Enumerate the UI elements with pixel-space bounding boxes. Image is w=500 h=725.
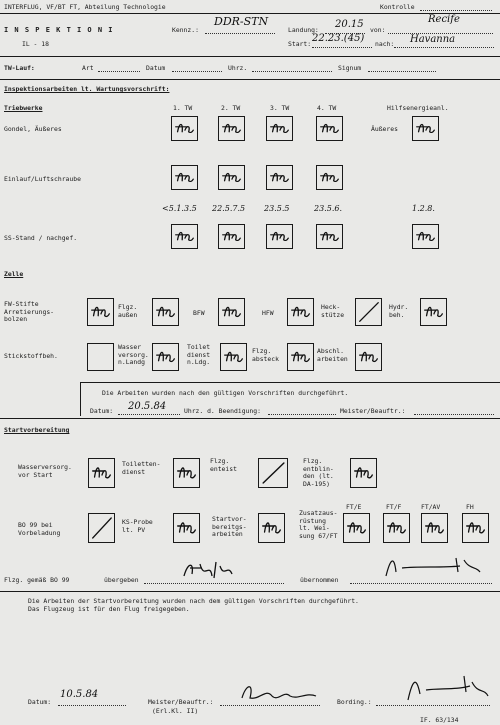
col-hilfs: Hilfsenergieanl. bbox=[387, 104, 449, 112]
uebernommen-line bbox=[350, 583, 492, 584]
ft-av-label: FT/AV bbox=[421, 503, 441, 511]
section1-uhrz-line bbox=[268, 414, 336, 415]
check-bo99[interactable] bbox=[88, 513, 115, 543]
aeusseres-label: Äußeres bbox=[371, 125, 398, 133]
ss-tw4-mark bbox=[317, 225, 342, 248]
check-ss-tw4[interactable] bbox=[316, 224, 343, 249]
header-bottom-rule bbox=[0, 56, 500, 57]
kennz-value: DDR-STN bbox=[214, 15, 269, 28]
zusatz-label: Zusatzaus- rüstung lt. Wei- sung 67/FT bbox=[299, 509, 338, 540]
flzg-entblinden-label: Flzg. entblin- den (lt. DA-195) bbox=[303, 457, 334, 488]
ss-value-tw4: 23.5.6. bbox=[314, 204, 342, 213]
einlauf-tw4-mark bbox=[317, 166, 342, 189]
check-einlauf-tw4[interactable] bbox=[316, 165, 343, 190]
toilet-dienst-label: Toilet dienst n.Ldg. bbox=[187, 343, 211, 366]
ft-f-label: FT/F bbox=[386, 503, 402, 511]
fh-mark bbox=[463, 514, 488, 542]
flzg-bo99-label: Flzg. gemäß BO 99 bbox=[4, 576, 70, 584]
check-flgz-aussen[interactable] bbox=[152, 298, 179, 326]
tw-lauf-uhrz: Uhrz. bbox=[228, 64, 248, 72]
header-top-rule bbox=[0, 13, 500, 14]
tw-lauf-label: TW-Lauf: bbox=[4, 64, 35, 72]
row-einlauf: Einlauf/Luftschraube bbox=[4, 175, 81, 183]
hydr-mark bbox=[421, 299, 446, 325]
section2-heading: Startvorbereitung bbox=[4, 426, 70, 434]
check-toiletten[interactable] bbox=[173, 458, 200, 488]
check-gondel-tw1[interactable] bbox=[171, 116, 198, 141]
col-tw3: 3. TW bbox=[270, 104, 290, 112]
check-toilet-dienst[interactable] bbox=[220, 343, 247, 371]
check-wasser-landg[interactable] bbox=[152, 343, 179, 371]
nach-label: nach: bbox=[375, 40, 395, 48]
tw-lauf-datum-line bbox=[172, 71, 222, 72]
einlauf-tw3-mark bbox=[267, 166, 292, 189]
ss-value-tw3: 23.5.5 bbox=[264, 204, 290, 213]
flzg-absteck-mark bbox=[288, 344, 313, 370]
section1-note: Die Arbeiten wurden nach den gültigen Vorschriften durchgeführt. bbox=[102, 389, 349, 397]
ss-tw3-mark bbox=[267, 225, 292, 248]
section1-note-left-rule bbox=[80, 382, 81, 416]
kontrolle-label: Kontrolle bbox=[380, 3, 415, 11]
abschl-arbeiten-label: Abschl. arbeiten bbox=[317, 347, 348, 363]
fw-stifte-label: FW-Stifte Arretierungs- bolzen bbox=[4, 300, 55, 323]
flzg-entblinden-mark bbox=[351, 459, 376, 487]
signature-bording bbox=[400, 670, 490, 702]
check-flzg-entblinden[interactable] bbox=[350, 458, 377, 488]
hfw-mark bbox=[288, 299, 313, 325]
tw-lauf-signum-line bbox=[368, 71, 436, 72]
startvorb-label: Startvor- bereitgs- arbeiten bbox=[212, 515, 247, 538]
triebwerke-heading: Triebwerke bbox=[4, 104, 43, 112]
nach-value: Havanna bbox=[410, 34, 456, 45]
check-ss-tw2[interactable] bbox=[218, 224, 245, 249]
section3-note: Die Arbeiten der Startvorbereitung wurden nach dem gültigen Vorschriften durchgeführt. Das Flugzeug ist für den Flug freigegeben. bbox=[28, 597, 359, 613]
toiletten-mark bbox=[174, 459, 199, 487]
check-wasser-start[interactable] bbox=[88, 458, 115, 488]
landung-label: Landung: bbox=[288, 26, 319, 34]
check-stickstoff[interactable] bbox=[87, 343, 114, 371]
section1-bottom-rule bbox=[0, 418, 500, 419]
flzg-absteck-label: Flzg. absteck bbox=[252, 347, 279, 363]
flzg-enteist-mark bbox=[259, 459, 287, 487]
section3-bording-line bbox=[376, 705, 490, 706]
wasser-landg-mark bbox=[153, 344, 178, 370]
check-gondel-hilfs[interactable] bbox=[412, 116, 439, 141]
org-line: INTERFLUG, VF/BT FT, Abteilung Technologie bbox=[4, 3, 166, 11]
bfw-label: BFW bbox=[193, 309, 205, 317]
startvorb-mark bbox=[259, 514, 284, 542]
check-abschl-arbeiten[interactable] bbox=[355, 343, 382, 371]
section1-uhrz-beendigung: Uhrz. d. Beendigung: bbox=[184, 407, 261, 415]
check-ss-tw3[interactable] bbox=[266, 224, 293, 249]
flgz-aussen-mark bbox=[153, 299, 178, 325]
uebernommen-label: übernommen bbox=[300, 576, 339, 584]
section3-erl: (Erl.Kl. II) bbox=[152, 707, 199, 715]
page-title: I N S P E K T I O N I bbox=[4, 26, 114, 34]
signature-meister bbox=[236, 678, 326, 706]
check-gondel-tw2[interactable] bbox=[218, 116, 245, 141]
heckstuetze-label: Heck- stütze bbox=[321, 303, 345, 319]
ft-e-label: FT/E bbox=[346, 503, 362, 511]
check-gondel-tw4[interactable] bbox=[316, 116, 343, 141]
col-tw4: 4. TW bbox=[317, 104, 337, 112]
ss-tw2-mark bbox=[219, 225, 244, 248]
tw-lauf-datum: Datum bbox=[146, 64, 166, 72]
gondel-tw3-mark bbox=[267, 117, 292, 140]
section1-meister-label: Meister/Beauftr.: bbox=[340, 407, 406, 415]
heckstuetze-mark bbox=[356, 299, 381, 325]
start-label: Start: bbox=[288, 40, 312, 48]
check-startvorb[interactable] bbox=[258, 513, 285, 543]
ss-hilfs-mark bbox=[413, 225, 438, 248]
check-heckstuetze[interactable] bbox=[355, 298, 382, 326]
section1-datum-label: Datum: bbox=[90, 407, 114, 415]
hfw-label: HFW bbox=[262, 309, 274, 317]
section1-note-rule bbox=[80, 382, 500, 383]
kennz-label: Kennz.: bbox=[172, 26, 199, 34]
row-gondel: Gondel, Äußeres bbox=[4, 125, 62, 133]
col-tw2: 2. TW bbox=[221, 104, 241, 112]
ks-probe-mark bbox=[174, 514, 199, 542]
toiletten-label: Toiletten- dienst bbox=[122, 460, 161, 476]
bfw-mark bbox=[219, 299, 244, 325]
check-ft-av[interactable] bbox=[421, 513, 448, 543]
section3-datum-value: 10.5.84 bbox=[60, 689, 99, 700]
signature-uebergeben bbox=[180, 558, 240, 584]
col-tw1: 1. TW bbox=[173, 104, 193, 112]
aircraft-type: IL - 18 bbox=[22, 40, 49, 48]
tw-lauf-art: Art bbox=[82, 64, 94, 72]
von-value: Recife bbox=[428, 14, 460, 25]
flzg-enteist-label: Flzg. enteist bbox=[210, 457, 237, 473]
start-value: 22.23.(45) bbox=[312, 33, 365, 44]
check-gondel-tw3[interactable] bbox=[266, 116, 293, 141]
uebergeben-label: übergeben bbox=[104, 576, 139, 584]
abschl-arbeiten-mark bbox=[356, 344, 381, 370]
wasser-start-label: Wasserversorg. vor Start bbox=[18, 463, 72, 479]
check-fw-stifte[interactable] bbox=[87, 298, 114, 326]
row-ss: SS-Stand / nachgef. bbox=[4, 234, 78, 242]
bo99-label: BO 99 bei Vorbeladung bbox=[18, 521, 61, 537]
ft-av-mark bbox=[422, 514, 447, 542]
gondel-tw4-mark bbox=[317, 117, 342, 140]
gondel-tw2-mark bbox=[219, 117, 244, 140]
section3-bording-label: Bording.: bbox=[337, 698, 372, 706]
check-ft-e[interactable] bbox=[343, 513, 370, 543]
fw-stifte-mark bbox=[88, 299, 113, 325]
von-label: von: bbox=[370, 26, 386, 34]
flgz-aussen-label: Flgz. außen bbox=[118, 303, 138, 319]
check-einlauf-tw1[interactable] bbox=[171, 165, 198, 190]
section1-datum-value: 20.5.84 bbox=[128, 401, 167, 412]
section3-meister-label: Meister/Beauftr.: bbox=[148, 698, 214, 706]
check-flzg-enteist[interactable] bbox=[258, 458, 288, 488]
section1-meister-line bbox=[414, 414, 494, 415]
check-fh[interactable] bbox=[462, 513, 489, 543]
stickstoff-label: Stickstoffbeh. bbox=[4, 352, 58, 360]
ft-e-mark bbox=[344, 514, 369, 542]
ss-value-hilfs: 1.2.8. bbox=[412, 204, 435, 213]
gondel-hilfs-mark bbox=[413, 117, 438, 140]
check-ks-probe[interactable] bbox=[173, 513, 200, 543]
section3-datum-label: Datum: bbox=[28, 698, 52, 706]
signature-uebernommen bbox=[380, 550, 490, 580]
wasser-start-mark bbox=[89, 459, 114, 487]
check-hydr[interactable] bbox=[420, 298, 447, 326]
wasser-landg-label: Wasser versorg. n.Landg bbox=[118, 343, 149, 366]
ss-tw1-mark bbox=[172, 225, 197, 248]
einlauf-tw1-mark bbox=[172, 166, 197, 189]
check-einlauf-tw3[interactable] bbox=[266, 165, 293, 190]
start-line bbox=[312, 47, 372, 48]
tw-lauf-signum: Signum bbox=[338, 64, 362, 72]
section3-datum-line bbox=[58, 705, 126, 706]
kontrolle-line bbox=[420, 10, 492, 11]
toilet-dienst-mark bbox=[221, 344, 246, 370]
section1-heading: Inspektionsarbeiten lt. Wartungsvorschrift: bbox=[4, 85, 170, 93]
check-bfw[interactable] bbox=[218, 298, 245, 326]
gondel-tw1-mark bbox=[172, 117, 197, 140]
tw-lauf-art-line bbox=[98, 71, 140, 72]
form-number: IF. 63/134 bbox=[420, 716, 459, 724]
section2-bottom-rule bbox=[0, 591, 500, 592]
hydr-label: Hydr. beh. bbox=[389, 303, 409, 319]
landung-value: 20.15 bbox=[335, 19, 364, 30]
zelle-heading: Zelle bbox=[4, 270, 24, 278]
section1-datum-line bbox=[118, 414, 180, 415]
ss-value-tw2: 22.5.7.5 bbox=[212, 204, 246, 213]
check-flzg-absteck[interactable] bbox=[287, 343, 314, 371]
check-ft-f[interactable] bbox=[383, 513, 410, 543]
check-ss-hilfs[interactable] bbox=[412, 224, 439, 249]
ft-f-mark bbox=[384, 514, 409, 542]
tw-lauf-rule bbox=[0, 79, 500, 80]
einlauf-tw2-mark bbox=[219, 166, 244, 189]
check-hfw[interactable] bbox=[287, 298, 314, 326]
tw-lauf-uhrz-line bbox=[252, 71, 332, 72]
fh-label: FH bbox=[466, 503, 474, 511]
ss-value-tw1: <5.1.3.5 bbox=[162, 204, 197, 213]
bo99-mark bbox=[89, 514, 114, 542]
check-einlauf-tw2[interactable] bbox=[218, 165, 245, 190]
kennz-line bbox=[205, 33, 275, 34]
nach-line bbox=[394, 47, 494, 48]
ks-probe-label: KS-Probe lt. PV bbox=[122, 518, 153, 534]
check-ss-tw1[interactable] bbox=[171, 224, 198, 249]
